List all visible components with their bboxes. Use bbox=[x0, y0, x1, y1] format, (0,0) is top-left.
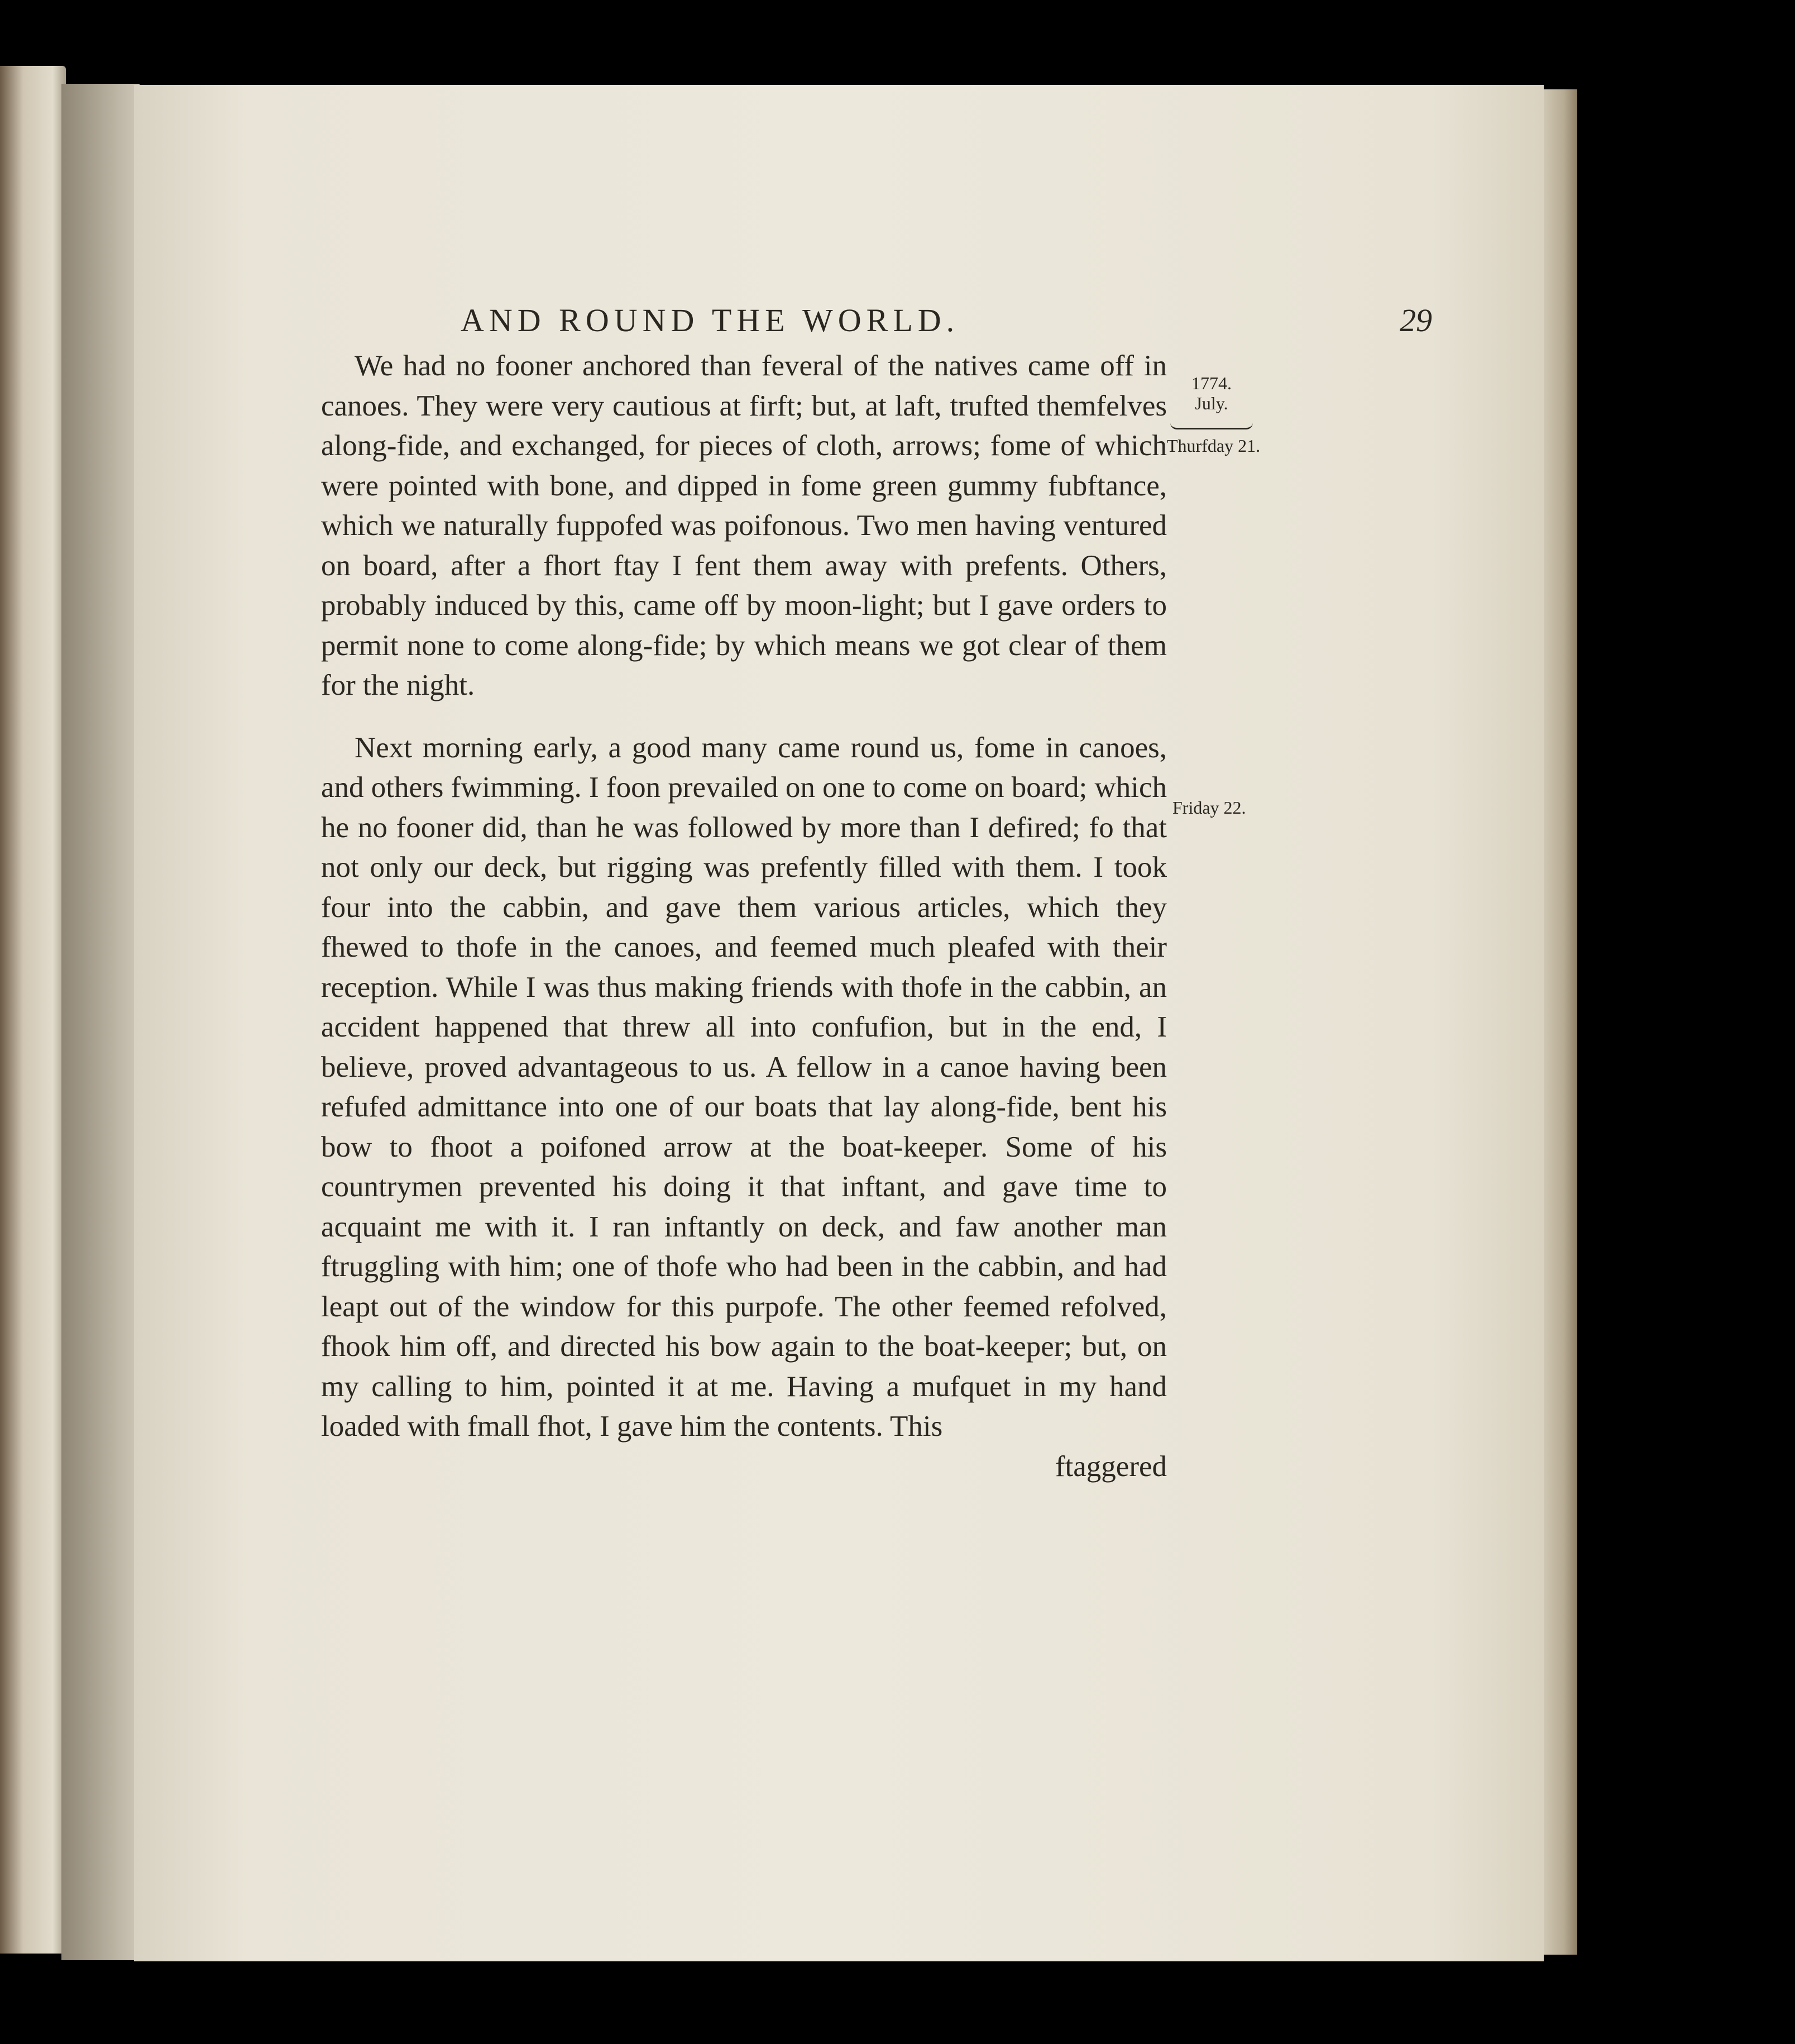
paragraph-2: Next morning early, a good many came round us, fome in canoes, and others fwimming. I foon prevailed on one to come on board; which he no fooner did, than he was followed by more than I defired; fo that not only our deck, but rigging was prefently filled with them. I took four into the cabbin, and gave them various articles, which they fhewed to thofe in the canoes, and feemed much pleafed with their reception. While I was thus making friends with thofe in the cabbin, an accident happened that threw all into confufion, but in the end, I believe, proved advantageous to us. A fellow in a canoe having been refufed admittance into one of our boats that lay along-fide, bent his bow to fhoot a poifoned arrow at the boat-keeper. Some of his countrymen prevented his doing it that inftant, and gave time to acquaint me with it. I ran inftantly on deck, and faw another man ftruggling with him; one of thofe who had been in the cabbin, and had leapt out of the window for this purpofe. The other feemed refolved, fhook him off, and directed his bow again to the boat-keeper; but, on my calling to him, pointed it at me. Having a mufquet in my hand loaded with fmall fhot, I gave him the contents. This bbox=[321, 731, 1167, 1443]
margin-brace bbox=[1170, 416, 1253, 429]
paragraph-1: We had no fooner anchored than feveral of the natives came off in canoes. They were very cautious at firft; but, at laft, trufted themfelves along-fide, and exchanged, for pieces of cloth, arrows; fome of which were pointed with bone, and dipped in fome green gummy fubftance, which we naturally fuppofed was poifonous. Two men having ventured on board, after a fhort ftay I fent them away with prefents. Others, probably induced by this, came off by moon-light; but I gave orders to permit none to come along-fide; by which means we got clear of them for the night. bbox=[321, 350, 1167, 701]
running-head bbox=[461, 302, 1432, 346]
running-title: AND ROUND THE WORLD. bbox=[461, 302, 960, 338]
page-number: 29 bbox=[1400, 302, 1432, 338]
margin-note-thursday: Thurfday 21. bbox=[1167, 436, 1261, 456]
margin-note-friday: Friday 22. bbox=[1172, 797, 1246, 818]
page-fore-edge bbox=[1544, 89, 1577, 1955]
margin-month: July. bbox=[1195, 393, 1228, 413]
margin-year: 1774. bbox=[1191, 373, 1232, 393]
catchword: ftaggered bbox=[1055, 1450, 1167, 1483]
margin-note-year bbox=[1167, 373, 1256, 429]
facing-page-edge bbox=[0, 66, 66, 1954]
book-gutter bbox=[61, 84, 140, 1960]
